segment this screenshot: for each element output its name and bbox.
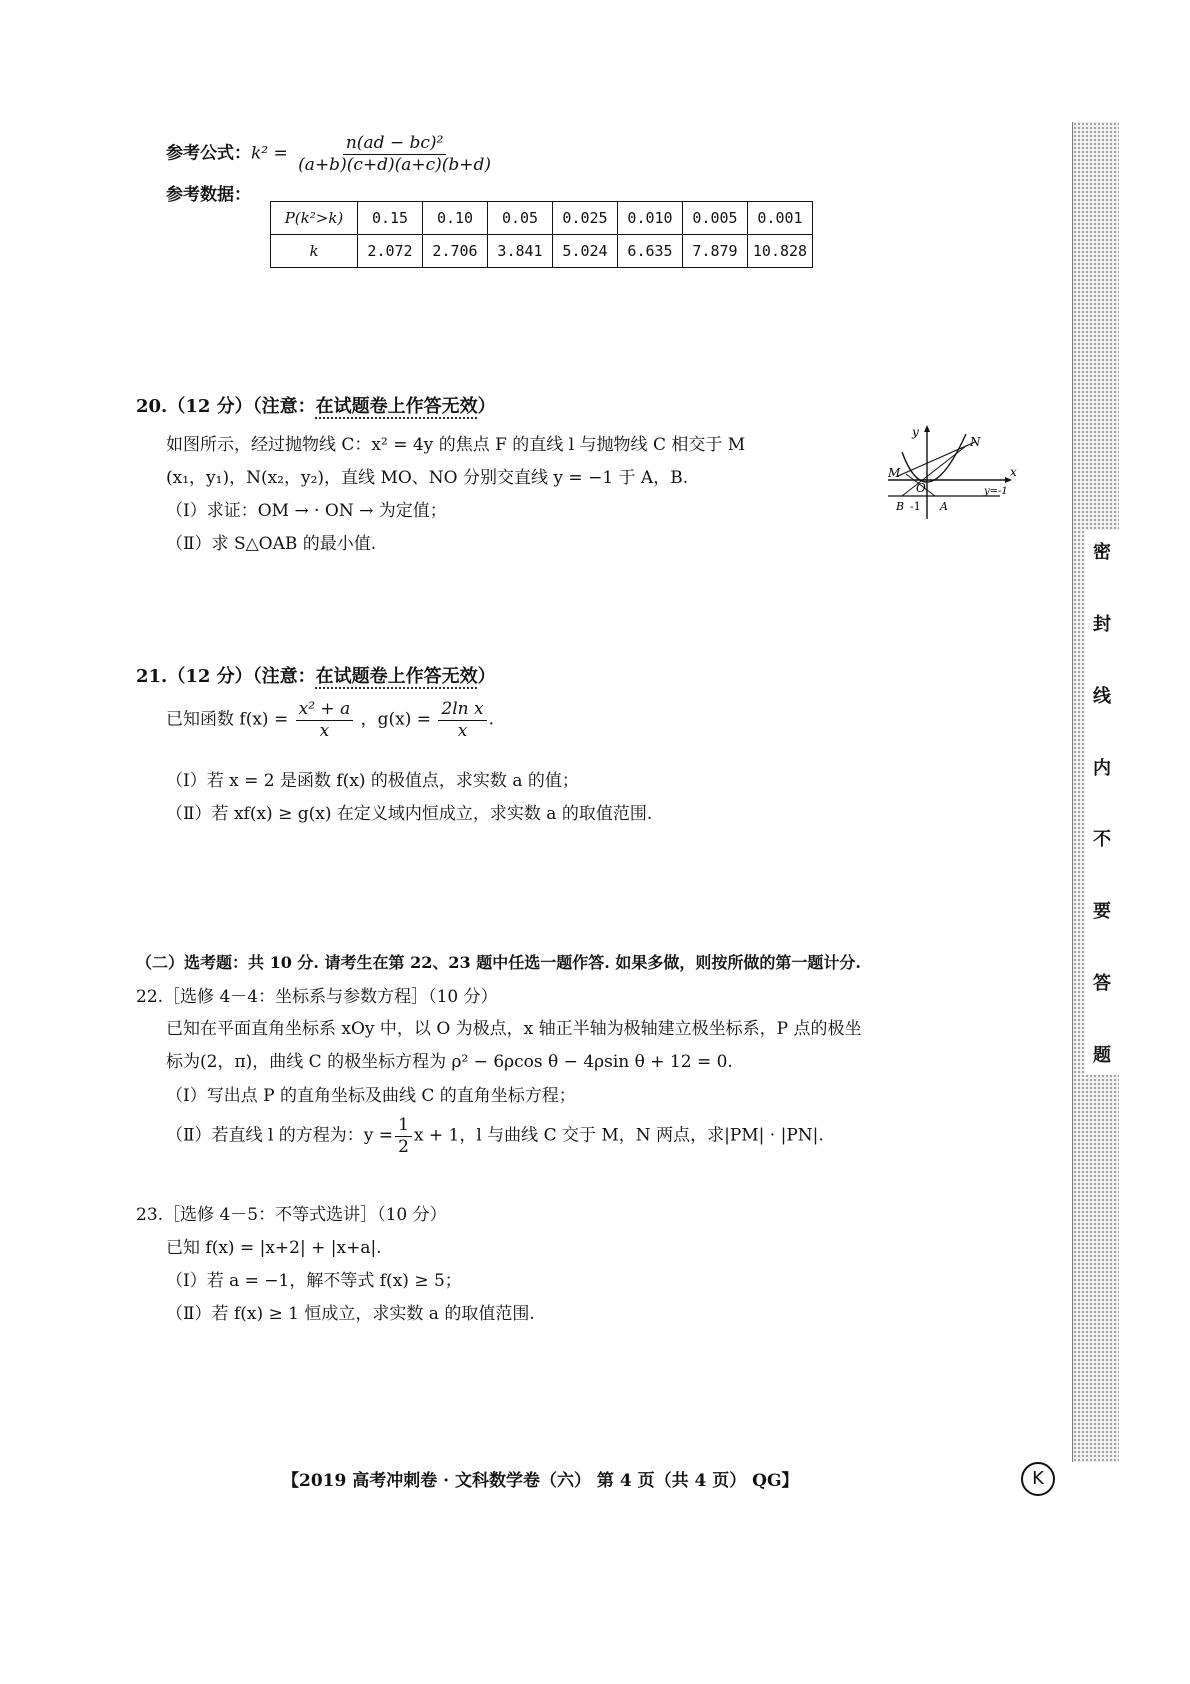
q21-heading: 21.（12 分）（注意：在试题卷上作答无效）	[136, 666, 496, 687]
seal-char: 要	[1093, 901, 1111, 923]
q20-part1: （Ⅰ）求证：OM → · ON → 为定值；	[166, 501, 447, 521]
table-cell: 5.024	[553, 235, 618, 268]
q21-given: 已知函数 f(x) = $\frac{\text{x² + a}}{x}$ ，g(x) = $\frac{\text{2ln x}}{x}$ .	[166, 699, 495, 741]
y-axis-arrow	[924, 425, 930, 432]
table-cell: 6.635	[618, 235, 683, 268]
seal-char: 不	[1093, 829, 1111, 851]
table-cell: 2.706	[423, 235, 488, 268]
q22-part1: （Ⅰ）写出点 P 的直角坐标及曲线 C 的直角坐标方程；	[166, 1086, 576, 1106]
label-m: M	[888, 466, 901, 480]
label-o: O	[916, 481, 926, 495]
g-fraction: $\frac{\text{2ln x}}{x}$	[438, 700, 486, 740]
q20-text-line1: 如图所示，经过抛物线 C：x² = 4y 的焦点 F 的直线 l 与抛物线 C 相交于 M	[166, 435, 746, 455]
q20-text-line2: (x₁，y₁)，N(x₂，y₂)，直线 MO、NO 分别交直线 y = −1 于 A，B.	[166, 468, 689, 488]
label-n: N	[970, 435, 981, 449]
table-cell: 0.15	[358, 202, 423, 235]
q22-heading: 22.［选修 4－4：坐标系与参数方程］（10 分）	[136, 987, 498, 1007]
table-row	[271, 235, 813, 268]
q23-line1: 已知 f(x) = |x+2| + |x+a|.	[166, 1238, 382, 1258]
seal-char: 题	[1093, 1044, 1111, 1066]
section-two-instructions: （二）选考题：共 10 分. 请考生在第 22、23 题中任选一题作答. 如果多做，则按所做的第一题计分.	[136, 953, 861, 972]
q21-part1: （Ⅰ）若 x = 2 是函数 f(x) 的极值点，求实数 a 的值；	[166, 771, 579, 791]
q21-part2: （Ⅱ）若 xf(x) ≥ g(x) 在定义域内恒成立，求实数 a 的取值范围.	[166, 804, 653, 824]
critical-value-table	[270, 201, 813, 268]
table-cell: 0.05	[488, 202, 553, 235]
parabola-figure	[880, 424, 1030, 524]
label-x: x	[1010, 465, 1017, 479]
k-circle-mark: K	[1021, 1462, 1055, 1496]
label-neg1: -1	[910, 500, 921, 513]
parabola-curve	[902, 434, 966, 482]
chi-square-fraction: $\frac{\text{n(ad − bc)²}}{(a+b)(c+d)(a+c)(b+d)}$	[298, 133, 492, 175]
label-line: y=-1	[984, 486, 1008, 497]
f-fraction: $\frac{\text{x² + a}}{x}$	[296, 700, 354, 740]
table-cell: 0.010	[618, 202, 683, 235]
table-cell: 2.072	[358, 235, 423, 268]
label-a: A	[940, 500, 948, 513]
q22-line1: 已知在平面直角坐标系 xOy 中，以 O 为极点，x 轴正半轴为极轴建立极坐标系，P 点的极坐	[166, 1019, 862, 1039]
table-cell: 0.025	[553, 202, 618, 235]
q23-heading: 23.［选修 4－5：不等式选讲］（10 分）	[136, 1205, 447, 1225]
seal-char: 封	[1093, 613, 1111, 635]
q22-part2: （Ⅱ）若直线 l 的方程为：y = $\frac{1}{2}$ x + 1，l 与曲线 C 交于 M，N 两点，求|PM| · |PN|.	[166, 1115, 824, 1157]
table-cell: 0.001	[748, 202, 813, 235]
q20-heading: 20.（12 分）（注意：在试题卷上作答无效）	[136, 396, 496, 417]
table-cell: 3.841	[488, 235, 553, 268]
table-cell: 0.10	[423, 202, 488, 235]
table-cell: 10.828	[748, 235, 813, 268]
seal-char: 密	[1093, 542, 1111, 563]
line-l	[898, 442, 975, 476]
half-fraction: $\frac{1}{2}$	[395, 1116, 412, 1156]
q23-part1: （Ⅰ）若 a = −1，解不等式 f(x) ≥ 5；	[166, 1271, 462, 1291]
seal-char: 线	[1093, 685, 1111, 707]
q20-part2: （Ⅱ）求 S△OAB 的最小值.	[166, 534, 377, 554]
seal-char: 内	[1093, 757, 1111, 779]
q23-part2: （Ⅱ）若 f(x) ≥ 1 恒成立，求实数 a 的取值范围.	[166, 1304, 535, 1324]
table-head-p: P(k²>k)	[271, 202, 358, 235]
reference-formula: 参考公式：k² = $\frac{\text{n(ad − bc)²}}{(a+b)(c+d)(a+c)(b+d)}$	[166, 134, 496, 174]
table-head-k: k	[271, 235, 358, 268]
seal-char: 答	[1093, 973, 1111, 995]
seal-label	[1085, 530, 1119, 1075]
table-cell: 0.005	[683, 202, 748, 235]
label-y: y	[912, 425, 919, 439]
reference-data-label: 参考数据：	[166, 185, 251, 205]
table-cell: 7.879	[683, 235, 748, 268]
page-footer: 【2019 高考冲刺卷 · 文科数学卷（六） 第 4 页（共 4 页） QG】	[282, 1471, 799, 1491]
table-row	[271, 202, 813, 235]
label-b: B	[896, 500, 905, 513]
q22-line2: 标为(2，π)，曲线 C 的极坐标方程为 ρ² − 6ρcos θ − 4ρsin θ + 12 = 0.	[166, 1052, 733, 1072]
